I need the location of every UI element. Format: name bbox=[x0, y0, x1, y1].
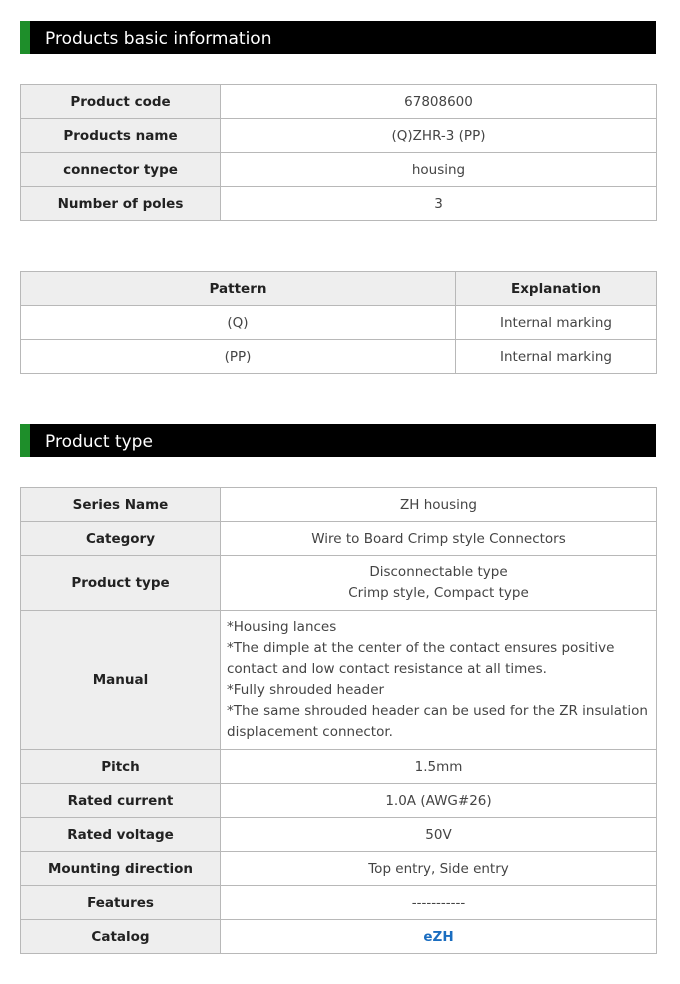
table-row bbox=[21, 306, 657, 340]
number-of-poles-value: 3 bbox=[221, 187, 657, 221]
row-label: Product code bbox=[21, 85, 221, 119]
catalog-link[interactable]: eZH bbox=[423, 928, 454, 945]
mounting-direction-value: Top entry, Side entry bbox=[221, 852, 657, 886]
rated-voltage-value: 50V bbox=[221, 818, 657, 852]
section-accent-bar bbox=[20, 21, 30, 54]
product-name-value: (Q)ZHR-3 (PP) bbox=[221, 119, 657, 153]
manual-line: *The same shrouded header can be used for the ZR insulation displacement connector. bbox=[227, 703, 648, 740]
table-row bbox=[21, 119, 657, 153]
series-name-value: ZH housing bbox=[221, 488, 657, 522]
manual-line: *Housing lances bbox=[227, 619, 337, 635]
table-row bbox=[21, 611, 657, 750]
row-label: Rated current bbox=[21, 784, 221, 818]
table-row bbox=[21, 852, 657, 886]
row-label: connector type bbox=[21, 153, 221, 187]
product-type-table bbox=[20, 487, 657, 954]
section-accent-bar bbox=[20, 424, 30, 457]
product-type-line: Disconnectable type bbox=[369, 564, 508, 580]
manual-line: *The dimple at the center of the contact ensures positive contact and low contact resistance at all times. bbox=[227, 640, 615, 677]
connector-type-value: housing bbox=[221, 153, 657, 187]
table-row bbox=[21, 153, 657, 187]
table-header-row bbox=[21, 272, 657, 306]
product-type-value bbox=[221, 556, 657, 611]
row-label: Product type bbox=[21, 556, 221, 611]
explanation-cell: Internal marking bbox=[456, 306, 657, 340]
table-row bbox=[21, 187, 657, 221]
table-row bbox=[21, 750, 657, 784]
row-label: Pitch bbox=[21, 750, 221, 784]
row-label: Features bbox=[21, 886, 221, 920]
basic-info-table bbox=[20, 84, 657, 221]
explanation-header: Explanation bbox=[456, 272, 657, 306]
row-label: Manual bbox=[21, 611, 221, 750]
row-label: Rated voltage bbox=[21, 818, 221, 852]
table-row bbox=[21, 85, 657, 119]
pattern-header: Pattern bbox=[21, 272, 456, 306]
features-value: ----------- bbox=[221, 886, 657, 920]
table-row bbox=[21, 488, 657, 522]
row-label: Number of poles bbox=[21, 187, 221, 221]
explanation-cell: Internal marking bbox=[456, 340, 657, 374]
row-label: Products name bbox=[21, 119, 221, 153]
section-title: Product type bbox=[45, 432, 153, 452]
section-title: Products basic information bbox=[45, 29, 272, 49]
product-type-line: Crimp style, Compact type bbox=[348, 585, 529, 601]
table-row bbox=[21, 818, 657, 852]
table-row bbox=[21, 556, 657, 611]
manual-value bbox=[221, 611, 657, 750]
section-header-product-type bbox=[20, 424, 656, 457]
row-label: Series Name bbox=[21, 488, 221, 522]
row-label: Mounting direction bbox=[21, 852, 221, 886]
table-row bbox=[21, 920, 657, 954]
table-row bbox=[21, 784, 657, 818]
table-row bbox=[21, 886, 657, 920]
rated-current-value: 1.0A (AWG#26) bbox=[221, 784, 657, 818]
product-code-value: 67808600 bbox=[221, 85, 657, 119]
pattern-cell: (Q) bbox=[21, 306, 456, 340]
pattern-table bbox=[20, 271, 657, 374]
table-row bbox=[21, 340, 657, 374]
table-row bbox=[21, 522, 657, 556]
row-label: Catalog bbox=[21, 920, 221, 954]
row-label: Category bbox=[21, 522, 221, 556]
pattern-cell: (PP) bbox=[21, 340, 456, 374]
manual-line: *Fully shrouded header bbox=[227, 682, 385, 698]
section-header-basic-info bbox=[20, 21, 656, 54]
pitch-value: 1.5mm bbox=[221, 750, 657, 784]
category-value: Wire to Board Crimp style Connectors bbox=[221, 522, 657, 556]
catalog-cell bbox=[221, 920, 657, 954]
